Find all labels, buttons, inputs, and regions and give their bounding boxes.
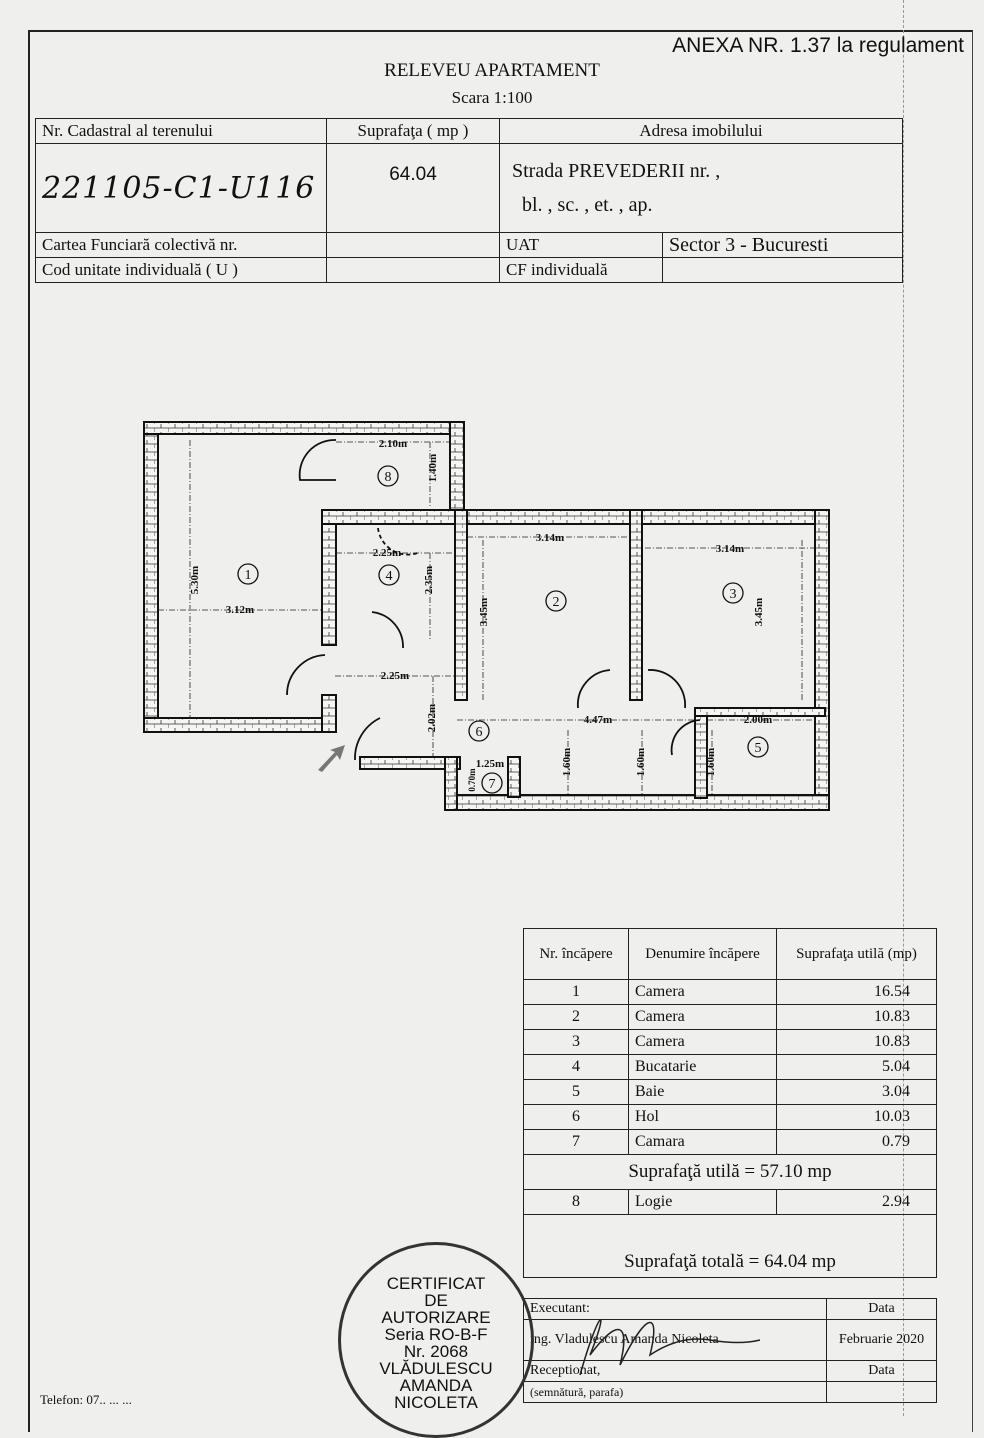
rooms-head-name: Denumire încăpere [629,929,777,980]
stamp-line: DE [424,1291,448,1310]
info-table [35,118,903,283]
address-line1: Strada PREVEDERII nr. , [512,160,721,182]
entrance-arrow-icon [318,745,345,772]
annex-label: ANEXA NR. 1.37 la regulament [672,34,964,57]
svg-text:4.47m: 4.47m [583,714,613,726]
svg-text:1: 1 [244,568,252,583]
svg-text:1.40m: 1.40m [427,453,439,483]
room-name: Camera [629,1005,777,1030]
unit-code-label: Cod unitate individuală ( U ) [36,258,327,283]
room-area: 16.54 [777,980,937,1005]
document-title: RELEVEU APARTAMENT [384,60,600,81]
svg-text:1.60m: 1.60m [561,747,573,777]
svg-text:1.60m: 1.60m [635,747,647,777]
rooms-head-area: Suprafaţa utilă (mp) [777,929,937,980]
stamp-line: Nr. 2068 [403,1342,469,1361]
svg-text:1.60m: 1.60m [705,747,717,777]
room-name: Baie [629,1080,777,1105]
surface-value: 64.04 [327,144,500,233]
date-label-2: Data [827,1361,937,1382]
room-nr: 6 [524,1105,629,1130]
room-nr: 2 [524,1005,629,1030]
stamp-line: Seria RO-B-F [384,1325,488,1344]
room-area: 0.79 [777,1130,937,1155]
table-row [524,1005,937,1030]
table-row [524,1055,937,1080]
uat-value: Sector 3 - Bucuresti [663,233,903,258]
cf-individual-label: CF individuală [500,258,663,283]
svg-text:5.30m: 5.30m [189,565,201,595]
svg-text:3.45m: 3.45m [478,597,490,627]
svg-text:3.14m: 3.14m [715,543,745,555]
unit-code-value [327,258,500,283]
room-nr: 5 [524,1080,629,1105]
date-value: Februarie 2020 [827,1320,937,1361]
svg-text:3.12m: 3.12m [225,604,255,616]
floor-plan [140,418,840,818]
executant-label: Executant: [524,1299,827,1320]
address-header: Adresa imobilului [500,119,903,144]
stamp-line: CERTIFICAT [386,1274,486,1293]
room-name: Camera [629,980,777,1005]
rooms-table [523,928,937,1278]
grand-total: Suprafaţă totală = 64.04 mp [524,1215,937,1278]
room-nr: 8 [524,1190,629,1215]
room-nr: 7 [524,1130,629,1155]
svg-text:2.35m: 2.35m [423,565,435,595]
room-nr: 4 [524,1055,629,1080]
cf-collective-value [327,233,500,258]
room-name: Camara [629,1130,777,1155]
svg-text:1.25m: 1.25m [475,758,505,770]
svg-text:3.45m: 3.45m [753,597,765,627]
date-label: Data [827,1299,937,1320]
room-area: 3.04 [777,1080,937,1105]
svg-text:2.25m: 2.25m [372,547,402,559]
room-name: Hol [629,1105,777,1130]
svg-text:3.14m: 3.14m [535,532,565,544]
svg-text:2.00m: 2.00m [743,714,773,726]
svg-text:2.10m: 2.10m [378,438,408,450]
table-row [524,980,937,1005]
svg-text:8: 8 [384,470,392,485]
signature-note: (semnătură, parafa) [524,1382,827,1403]
svg-text:0.70m: 0.70m [467,768,477,792]
scale-label: Scara 1:100 [451,88,533,107]
table-row [524,1030,937,1055]
room-area: 10.83 [777,1005,937,1030]
room-name: Camera [629,1030,777,1055]
address-line2: bl. , sc. , et. , ap. [522,194,653,216]
svg-text:5: 5 [754,741,762,756]
engineer-name: ing. Vladulescu Amanda Nicoleta [524,1320,827,1361]
table-row [524,1190,937,1215]
cf-collective-label: Cartea Funciară colectivă nr. [36,233,327,258]
rooms-head-nr: Nr. încăpere [524,929,629,980]
table-row [524,1105,937,1130]
surface-header: Suprafaţa ( mp ) [327,119,500,144]
useful-area-total: Suprafaţă utilă = 57.10 mp [524,1155,937,1190]
svg-text:2.02m: 2.02m [426,703,438,733]
cf-individual-value [663,258,903,283]
stamp-line: AMANDA [399,1376,473,1395]
room-area: 10.83 [777,1030,937,1055]
stamp-line: AUTORIZARE [381,1308,491,1327]
room-area: 5.04 [777,1055,937,1080]
empty-cell [827,1382,937,1403]
receptionat-label: Receptionat, [524,1361,827,1382]
svg-text:2.25m: 2.25m [380,670,410,682]
svg-text:4: 4 [385,569,393,584]
table-row [524,1080,937,1105]
phone-label: Telefon: 07.. ... ... [40,1392,132,1407]
room-nr: 3 [524,1030,629,1055]
svg-text:2: 2 [552,595,560,610]
room-name: Logie [629,1190,777,1215]
svg-text:7: 7 [488,777,496,792]
authorization-stamp [338,1242,534,1438]
room-name: Bucatarie [629,1055,777,1080]
cadastral-header: Nr. Cadastral al terenului [36,119,327,144]
stamp-line: NICOLETA [394,1393,478,1412]
svg-text:6: 6 [475,725,483,740]
room-area: 2.94 [777,1190,937,1215]
table-row [524,1130,937,1155]
svg-text:3: 3 [729,587,737,602]
stamp-line: VLĂDULESCU [379,1359,493,1378]
handwritten-signature [560,1295,780,1385]
uat-label: UAT [500,233,663,258]
cadastral-value: 221105-C1-U116 [36,144,327,233]
room-nr: 1 [524,980,629,1005]
room-area: 10.03 [777,1105,937,1130]
